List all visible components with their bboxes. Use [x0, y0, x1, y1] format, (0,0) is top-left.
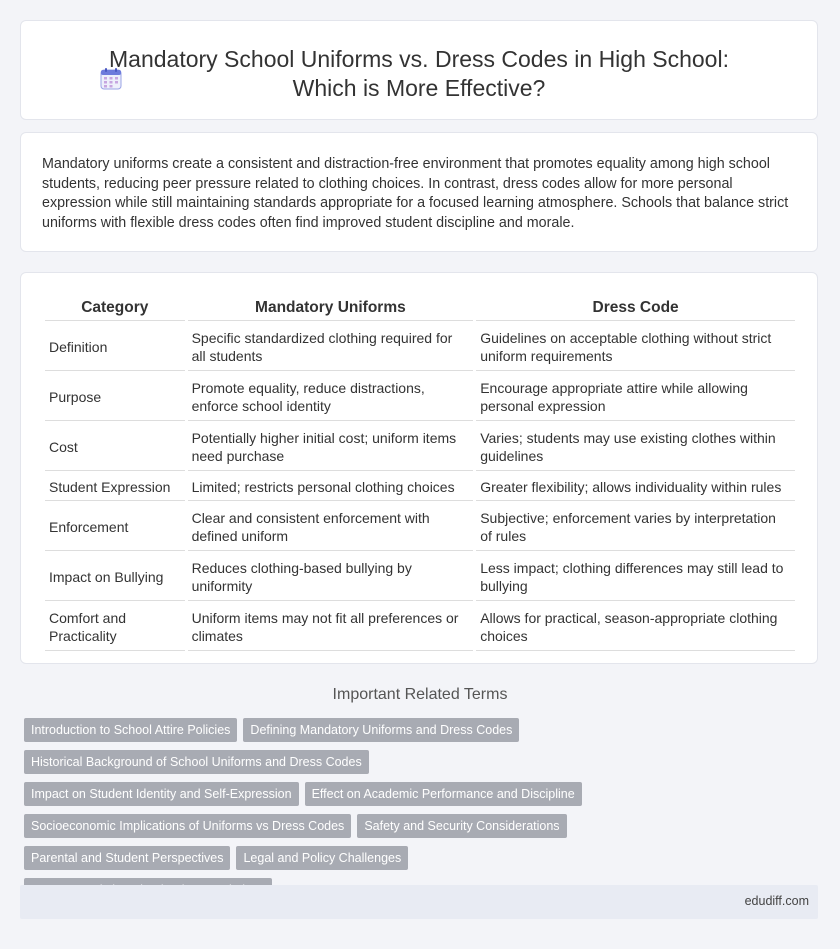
related-terms-tags: [24, 718, 634, 902]
related-term-tag[interactable]: Historical Background of School Uniforms and Dress Codes: [24, 750, 369, 774]
table-row: [45, 503, 795, 551]
intro-card: [20, 132, 818, 252]
related-term-tag[interactable]: Safety and Security Considerations: [357, 814, 566, 838]
page-title-line-2: Which is More Effective?: [292, 75, 546, 101]
table-header-row: [45, 297, 795, 321]
header-mandatory-uniforms: Mandatory Uniforms: [188, 297, 474, 321]
footer-site-link[interactable]: edudiff.com: [744, 894, 809, 908]
related-term-tag[interactable]: Effect on Academic Performance and Discipline: [305, 782, 582, 806]
row-category: Cost: [45, 423, 185, 471]
related-term-tag[interactable]: Introduction to School Attire Policies: [24, 718, 237, 742]
table-row: [45, 603, 795, 651]
page-title-line-1: Mandatory School Uniforms vs. Dress Codes in High School:: [109, 46, 729, 72]
row-uniforms: Specific standardized clothing required for all students: [188, 323, 474, 371]
row-uniforms: Potentially higher initial cost; uniform items need purchase: [188, 423, 474, 471]
row-category: Impact on Bullying: [45, 553, 185, 601]
row-dress-code: Subjective; enforcement varies by interpretation of rules: [476, 503, 795, 551]
related-term-tag[interactable]: Parental and Student Perspectives: [24, 846, 230, 870]
title-card: [20, 20, 818, 120]
comparison-table: [42, 295, 798, 653]
row-category: Purpose: [45, 373, 185, 421]
intro-paragraph: Mandatory uniforms create a consistent and distraction-free environment that promotes equality among high school students, reducing peer pressure related to clothing choices. In contrast, dress codes allow for more personal expression while still maintaining standards appropriate for a focused learning atmosphere. Schools that balance strict uniforms with flexible dress codes often find improved student discipline and morale.: [42, 156, 789, 231]
table-row: [45, 423, 795, 471]
header-category: Category: [45, 297, 185, 321]
related-term-tag[interactable]: Socioeconomic Implications of Uniforms vs Dress Codes: [24, 814, 351, 838]
footer-bar: [20, 885, 818, 919]
related-terms-heading: Important Related Terms: [332, 686, 508, 703]
row-dress-code: Encourage appropriate attire while allowing personal expression: [476, 373, 795, 421]
row-category: Student Expression: [45, 473, 185, 501]
table-row: [45, 553, 795, 601]
header-dress-code: Dress Code: [476, 297, 795, 321]
row-category: Enforcement: [45, 503, 185, 551]
row-uniforms: Promote equality, reduce distractions, enforce school identity: [188, 373, 474, 421]
page-title: [21, 45, 817, 103]
row-category: Definition: [45, 323, 185, 371]
row-uniforms: Uniform items may not fit all preferences or climates: [188, 603, 474, 651]
table-row: [45, 323, 795, 371]
comparison-table-card: [20, 272, 818, 664]
related-term-tag[interactable]: Legal and Policy Challenges: [236, 846, 408, 870]
row-uniforms: Limited; restricts personal clothing choices: [188, 473, 474, 501]
row-category: Comfort and Practicality: [45, 603, 185, 651]
row-dress-code: Less impact; clothing differences may still lead to bullying: [476, 553, 795, 601]
related-term-tag[interactable]: Defining Mandatory Uniforms and Dress Codes: [243, 718, 519, 742]
row-dress-code: Greater flexibility; allows individuality within rules: [476, 473, 795, 501]
row-uniforms: Reduces clothing-based bullying by uniformity: [188, 553, 474, 601]
row-dress-code: Allows for practical, season-appropriate clothing choices: [476, 603, 795, 651]
related-term-tag[interactable]: Impact on Student Identity and Self-Expression: [24, 782, 299, 806]
row-dress-code: Guidelines on acceptable clothing without strict uniform requirements: [476, 323, 795, 371]
table-row: [45, 373, 795, 421]
row-dress-code: Varies; students may use existing clothes within guidelines: [476, 423, 795, 471]
row-uniforms: Clear and consistent enforcement with defined uniform: [188, 503, 474, 551]
table-row: [45, 473, 795, 501]
